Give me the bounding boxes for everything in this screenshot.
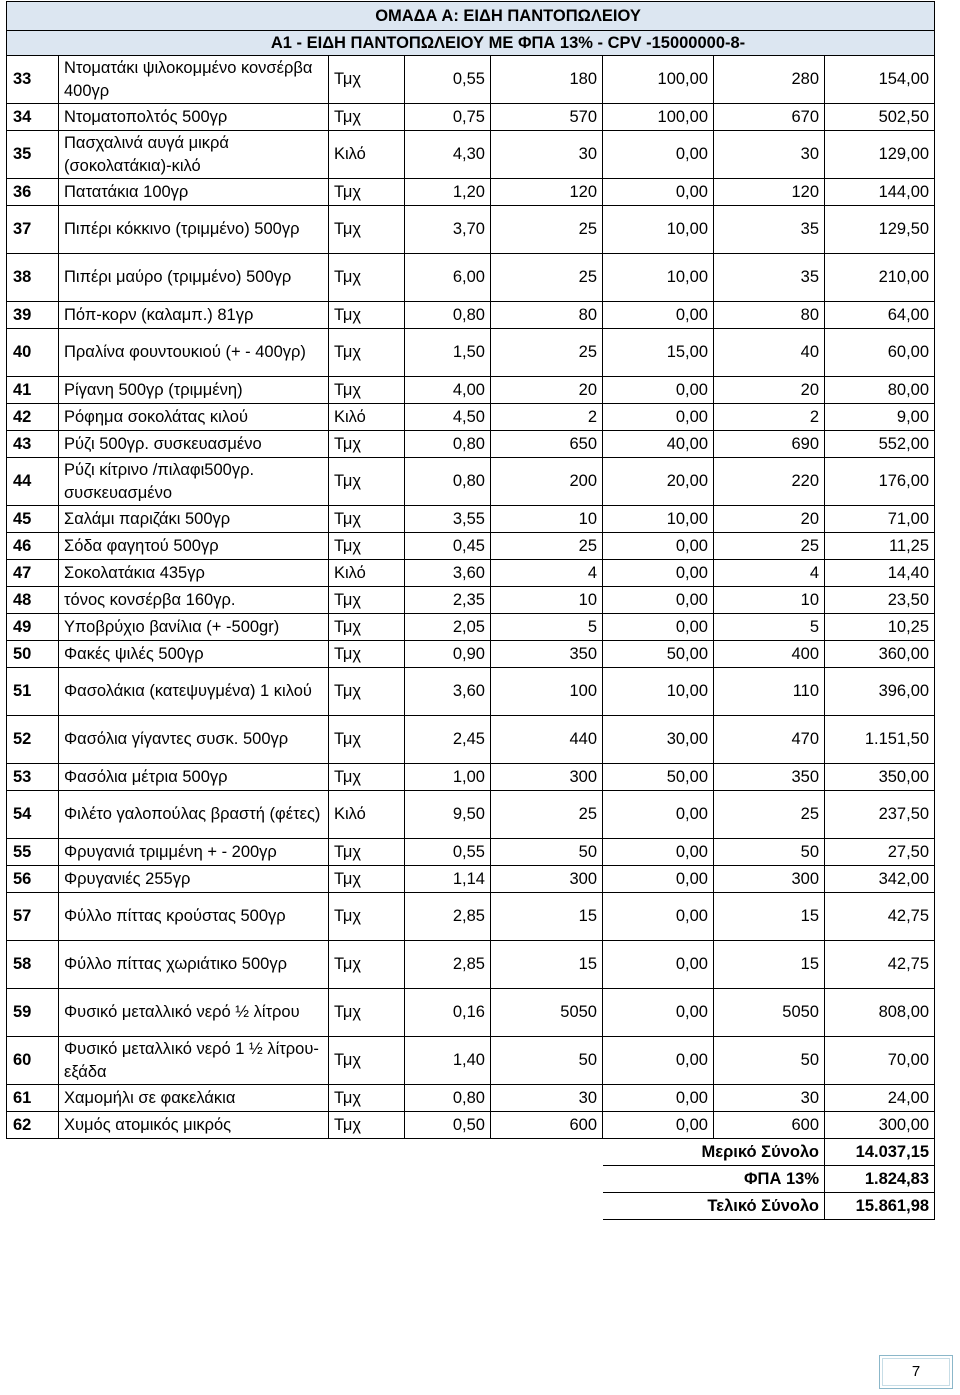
line-amount: 27,50 [825,839,935,866]
quantity-1: 440 [491,716,603,764]
quantity-2: 0,00 [603,893,714,941]
total-quantity: 50 [714,839,825,866]
row-number: 46 [7,533,59,560]
item-description: Πιπέρι μαύρο (τριμμένο) 500γρ [59,254,329,302]
item-unit: Τμχ [329,587,405,614]
quantity-1: 600 [491,1112,603,1139]
item-unit: Τμχ [329,614,405,641]
item-description: Φύλλο πίττας χωριάτικο 500γρ [59,941,329,989]
unit-price: 4,50 [405,404,491,431]
unit-price: 0,16 [405,989,491,1037]
quantity-2: 0,00 [603,131,714,179]
quantity-1: 50 [491,839,603,866]
item-description: Σαλάμι παριζάκι 500γρ [59,506,329,533]
item-description: Φασολάκια (κατεψυγμένα) 1 κιλού [59,668,329,716]
table-row [7,587,935,614]
line-amount: 1.151,50 [825,716,935,764]
item-unit: Κιλό [329,131,405,179]
unit-price: 1,50 [405,329,491,377]
table-row [7,254,935,302]
item-description: Πραλίνα φουντουκιού (+ - 400γρ) [59,329,329,377]
quantity-2: 0,00 [603,1085,714,1112]
page-number: 7 [911,1363,921,1380]
table-row [7,716,935,764]
item-unit: Τμχ [329,1037,405,1085]
table-row [7,866,935,893]
line-amount: 502,50 [825,104,935,131]
row-number: 56 [7,866,59,893]
table-row [7,404,935,431]
total-quantity: 15 [714,941,825,989]
line-amount: 350,00 [825,764,935,791]
price-table [6,1,935,1220]
item-description: Χαμομήλι σε φακελάκια [59,1085,329,1112]
item-description: Ντοματάκι ψιλοκομμένο κονσέρβα 400γρ [59,56,329,104]
line-amount: 210,00 [825,254,935,302]
quantity-1: 120 [491,179,603,206]
table-row [7,941,935,989]
unit-price: 6,00 [405,254,491,302]
item-description: Φρυγανιές 255γρ [59,866,329,893]
quantity-1: 10 [491,506,603,533]
line-amount: 64,00 [825,302,935,329]
quantity-1: 4 [491,560,603,587]
quantity-2: 100,00 [603,104,714,131]
summary-row [7,1193,935,1220]
total-quantity: 470 [714,716,825,764]
unit-price: 3,60 [405,560,491,587]
quantity-2: 10,00 [603,206,714,254]
unit-price: 2,85 [405,893,491,941]
quantity-1: 20 [491,377,603,404]
line-amount: 42,75 [825,893,935,941]
item-unit: Τμχ [329,866,405,893]
total-quantity: 40 [714,329,825,377]
total-quantity: 600 [714,1112,825,1139]
quantity-1: 5050 [491,989,603,1037]
item-unit: Τμχ [329,458,405,506]
row-number: 37 [7,206,59,254]
summary-spacer [7,1139,603,1166]
item-description: Υποβρύχιο βανίλια (+ -500gr) [59,614,329,641]
quantity-2: 0,00 [603,791,714,839]
table-row [7,302,935,329]
unit-price: 0,55 [405,56,491,104]
total-quantity: 5050 [714,989,825,1037]
summary-spacer [7,1193,603,1220]
quantity-2: 0,00 [603,377,714,404]
row-number: 34 [7,104,59,131]
row-number: 51 [7,668,59,716]
item-description: Χυμός ατομικός μικρός [59,1112,329,1139]
row-number: 59 [7,989,59,1037]
line-amount: 10,25 [825,614,935,641]
item-unit: Τμχ [329,941,405,989]
item-unit: Τμχ [329,764,405,791]
table-row [7,989,935,1037]
item-description: Φυσικό μεταλλικό νερό 1 ½ λίτρου-εξάδα [59,1037,329,1085]
item-unit: Τμχ [329,56,405,104]
row-number: 40 [7,329,59,377]
row-number: 60 [7,1037,59,1085]
quantity-1: 30 [491,1085,603,1112]
quantity-1: 200 [491,458,603,506]
item-description: Ντοματοπολτός 500γρ [59,104,329,131]
summary-row [7,1139,935,1166]
total-quantity: 4 [714,560,825,587]
item-unit: Τμχ [329,839,405,866]
line-amount: 23,50 [825,587,935,614]
row-number: 57 [7,893,59,941]
quantity-1: 15 [491,941,603,989]
quantity-2: 0,00 [603,989,714,1037]
line-amount: 14,40 [825,560,935,587]
quantity-2: 0,00 [603,302,714,329]
line-amount: 129,00 [825,131,935,179]
summary-label: ΦΠΑ 13% [603,1166,825,1193]
total-quantity: 670 [714,104,825,131]
total-quantity: 120 [714,179,825,206]
unit-price: 0,50 [405,1112,491,1139]
summary-spacer [7,1166,603,1193]
item-description: Σοκολατάκια 435γρ [59,560,329,587]
quantity-1: 300 [491,764,603,791]
total-quantity: 20 [714,506,825,533]
line-amount: 11,25 [825,533,935,560]
summary-value: 14.037,15 [825,1139,935,1166]
row-number: 42 [7,404,59,431]
total-quantity: 350 [714,764,825,791]
unit-price: 0,75 [405,104,491,131]
row-number: 48 [7,587,59,614]
row-number: 39 [7,302,59,329]
table-row [7,431,935,458]
quantity-2: 10,00 [603,254,714,302]
quantity-2: 100,00 [603,56,714,104]
quantity-1: 80 [491,302,603,329]
table-row [7,668,935,716]
item-unit: Τμχ [329,206,405,254]
table-row [7,329,935,377]
item-description: Πόπ-κορν (καλαμπ.) 81γρ [59,302,329,329]
table-row [7,791,935,839]
quantity-2: 10,00 [603,506,714,533]
quantity-1: 2 [491,404,603,431]
quantity-1: 50 [491,1037,603,1085]
unit-price: 4,30 [405,131,491,179]
quantity-2: 20,00 [603,458,714,506]
quantity-1: 15 [491,893,603,941]
quantity-2: 0,00 [603,179,714,206]
row-number: 58 [7,941,59,989]
summary-value: 1.824,83 [825,1166,935,1193]
item-description: Φυσικό μεταλλικό νερό ½ λίτρου [59,989,329,1037]
quantity-1: 25 [491,206,603,254]
line-amount: 552,00 [825,431,935,458]
table-row [7,458,935,506]
line-amount: 237,50 [825,791,935,839]
unit-price: 3,55 [405,506,491,533]
table-body [7,2,935,1220]
quantity-2: 0,00 [603,866,714,893]
total-quantity: 30 [714,131,825,179]
unit-price: 2,05 [405,614,491,641]
item-unit: Τμχ [329,533,405,560]
line-amount: 176,00 [825,458,935,506]
line-amount: 60,00 [825,329,935,377]
total-quantity: 400 [714,641,825,668]
unit-price: 1,00 [405,764,491,791]
total-quantity: 15 [714,893,825,941]
unit-price: 0,45 [405,533,491,560]
total-quantity: 10 [714,587,825,614]
table-row [7,1085,935,1112]
item-unit: Τμχ [329,1085,405,1112]
item-description: Σόδα φαγητού 500γρ [59,533,329,560]
row-number: 61 [7,1085,59,1112]
item-description: Πασχαλινά αυγά μικρά (σοκολατάκια)-κιλό [59,131,329,179]
table-row [7,1037,935,1085]
item-unit: Τμχ [329,989,405,1037]
unit-price: 1,14 [405,866,491,893]
row-number: 52 [7,716,59,764]
table-row [7,641,935,668]
quantity-1: 25 [491,329,603,377]
item-unit: Τμχ [329,254,405,302]
quantity-2: 50,00 [603,764,714,791]
row-number: 41 [7,377,59,404]
total-quantity: 690 [714,431,825,458]
quantity-2: 0,00 [603,1112,714,1139]
quantity-1: 180 [491,56,603,104]
row-number: 55 [7,839,59,866]
line-amount: 360,00 [825,641,935,668]
unit-price: 4,00 [405,377,491,404]
item-unit: Τμχ [329,179,405,206]
summary-label: Τελικό Σύνολο [603,1193,825,1220]
row-number: 43 [7,431,59,458]
row-number: 36 [7,179,59,206]
line-amount: 154,00 [825,56,935,104]
table-row [7,377,935,404]
summary-row [7,1166,935,1193]
quantity-2: 0,00 [603,587,714,614]
quantity-2: 50,00 [603,641,714,668]
quantity-1: 25 [491,791,603,839]
quantity-1: 350 [491,641,603,668]
category-subtitle: Α1 - ΕΙΔΗ ΠΑΝΤΟΠΩΛΕΙΟΥ ΜΕ ΦΠΑ 13% - CPV -15000000-8- [7,31,935,56]
table-row [7,1112,935,1139]
total-quantity: 25 [714,791,825,839]
total-quantity: 280 [714,56,825,104]
table-row [7,206,935,254]
table-row [7,764,935,791]
item-unit: Τμχ [329,431,405,458]
quantity-2: 15,00 [603,329,714,377]
item-unit: Τμχ [329,104,405,131]
quantity-1: 650 [491,431,603,458]
table-row [7,506,935,533]
quantity-1: 300 [491,866,603,893]
quantity-1: 30 [491,131,603,179]
table-row [7,131,935,179]
quantity-1: 5 [491,614,603,641]
item-description: Ρύζι κίτρινο /πιλαφι500γρ. συσκευασμένο [59,458,329,506]
quantity-1: 25 [491,254,603,302]
table-row [7,179,935,206]
table-row [7,560,935,587]
line-amount: 396,00 [825,668,935,716]
item-description: Φασόλια μέτρια 500γρ [59,764,329,791]
table-row [7,893,935,941]
item-description: Ρόφημα σοκολάτας κιλού [59,404,329,431]
unit-price: 0,55 [405,839,491,866]
quantity-2: 0,00 [603,404,714,431]
line-amount: 9,00 [825,404,935,431]
total-quantity: 220 [714,458,825,506]
unit-price: 3,60 [405,668,491,716]
unit-price: 0,80 [405,302,491,329]
row-number: 33 [7,56,59,104]
line-amount: 71,00 [825,506,935,533]
quantity-2: 0,00 [603,560,714,587]
total-quantity: 30 [714,1085,825,1112]
row-number: 47 [7,560,59,587]
line-amount: 80,00 [825,377,935,404]
item-unit: Τμχ [329,506,405,533]
item-unit: Τμχ [329,302,405,329]
item-unit: Τμχ [329,377,405,404]
quantity-2: 0,00 [603,839,714,866]
row-number: 38 [7,254,59,302]
item-unit: Τμχ [329,641,405,668]
row-number: 45 [7,506,59,533]
item-unit: Κιλό [329,791,405,839]
row-number: 44 [7,458,59,506]
line-amount: 42,75 [825,941,935,989]
group-title: ΟΜΑΔΑ Α: ΕΙΔΗ ΠΑΝΤΟΠΩΛΕΙΟΥ [7,2,935,31]
quantity-2: 30,00 [603,716,714,764]
item-description: Φασόλια γίγαντες συσκ. 500γρ [59,716,329,764]
total-quantity: 300 [714,866,825,893]
unit-price: 0,80 [405,431,491,458]
item-unit: Τμχ [329,329,405,377]
page-number-box [879,1355,953,1389]
quantity-1: 100 [491,668,603,716]
quantity-2: 0,00 [603,614,714,641]
item-unit: Κιλό [329,560,405,587]
quantity-1: 25 [491,533,603,560]
table-row [7,839,935,866]
item-description: Φιλέτο γαλοπούλας βραστή (φέτες) [59,791,329,839]
item-description: Φακές ψιλές 500γρ [59,641,329,668]
line-amount: 70,00 [825,1037,935,1085]
total-quantity: 20 [714,377,825,404]
unit-price: 2,45 [405,716,491,764]
quantity-2: 0,00 [603,941,714,989]
total-quantity: 5 [714,614,825,641]
item-description: Ρύζι 500γρ. συσκευασμένο [59,431,329,458]
quantity-2: 40,00 [603,431,714,458]
item-description: Πατατάκια 100γρ [59,179,329,206]
quantity-1: 570 [491,104,603,131]
item-description: Ρίγανη 500γρ (τριμμένη) [59,377,329,404]
line-amount: 808,00 [825,989,935,1037]
total-quantity: 25 [714,533,825,560]
summary-value: 15.861,98 [825,1193,935,1220]
unit-price: 2,35 [405,587,491,614]
total-quantity: 110 [714,668,825,716]
row-number: 49 [7,614,59,641]
unit-price: 1,20 [405,179,491,206]
line-amount: 342,00 [825,866,935,893]
unit-price: 0,90 [405,641,491,668]
line-amount: 129,50 [825,206,935,254]
unit-price: 9,50 [405,791,491,839]
total-quantity: 50 [714,1037,825,1085]
item-unit: Τμχ [329,668,405,716]
line-amount: 300,00 [825,1112,935,1139]
quantity-2: 0,00 [603,1037,714,1085]
item-unit: Τμχ [329,1112,405,1139]
table-row [7,104,935,131]
row-number: 35 [7,131,59,179]
item-description: Φύλλο πίττας κρούστας 500γρ [59,893,329,941]
total-quantity: 2 [714,404,825,431]
quantity-2: 0,00 [603,533,714,560]
item-description: τόνος κονσέρβα 160γρ. [59,587,329,614]
item-unit: Κιλό [329,404,405,431]
total-quantity: 80 [714,302,825,329]
table-row [7,533,935,560]
table-row [7,56,935,104]
total-quantity: 35 [714,254,825,302]
item-unit: Τμχ [329,716,405,764]
quantity-2: 10,00 [603,668,714,716]
line-amount: 24,00 [825,1085,935,1112]
total-quantity: 35 [714,206,825,254]
item-description: Πιπέρι κόκκινο (τριμμένο) 500γρ [59,206,329,254]
row-number: 62 [7,1112,59,1139]
unit-price: 0,80 [405,458,491,506]
row-number: 50 [7,641,59,668]
table-row [7,614,935,641]
line-amount: 144,00 [825,179,935,206]
row-number: 53 [7,764,59,791]
item-unit: Τμχ [329,893,405,941]
summary-label: Μερικό Σύνολο [603,1139,825,1166]
row-number: 54 [7,791,59,839]
quantity-1: 10 [491,587,603,614]
unit-price: 0,80 [405,1085,491,1112]
unit-price: 3,70 [405,206,491,254]
unit-price: 1,40 [405,1037,491,1085]
item-description: Φρυγανιά τριμμένη + - 200γρ [59,839,329,866]
unit-price: 2,85 [405,941,491,989]
